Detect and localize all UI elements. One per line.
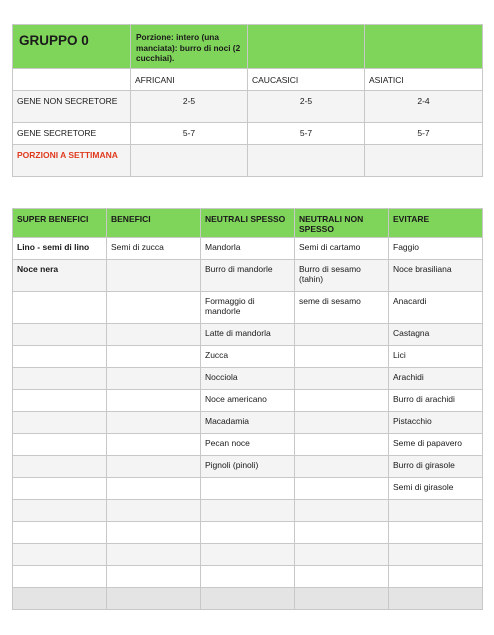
- food-cell: Formaggio di mandorle: [201, 292, 295, 324]
- value-cell: 5-7: [365, 123, 483, 145]
- food-cell: Faggio: [389, 238, 483, 260]
- header-benefici: BENEFICI: [107, 209, 201, 238]
- footer-cell: [13, 588, 107, 610]
- column-header-africani: AFRICANI: [131, 69, 248, 91]
- corner-cell: [13, 69, 131, 91]
- food-cell: [107, 260, 201, 292]
- food-cell: [107, 566, 201, 588]
- food-row: [13, 390, 483, 412]
- food-cell: Latte di mandorla: [201, 324, 295, 346]
- food-row: [13, 544, 483, 566]
- food-row: [13, 478, 483, 500]
- food-table: [12, 208, 483, 610]
- footer-cell: [295, 588, 389, 610]
- food-row: [13, 238, 483, 260]
- food-cell: [107, 456, 201, 478]
- food-cell: [389, 566, 483, 588]
- gene-secretore-row: [13, 123, 483, 145]
- food-cell: Mandorla: [201, 238, 295, 260]
- header-evitare: EVITARE: [389, 209, 483, 238]
- food-cell: Arachidi: [389, 368, 483, 390]
- group-title: GRUPPO 0: [19, 33, 89, 48]
- food-row: [13, 522, 483, 544]
- food-row: [13, 368, 483, 390]
- food-cell: [107, 544, 201, 566]
- food-cell: Burro di arachidi: [389, 390, 483, 412]
- food-row: [13, 346, 483, 368]
- food-cell: [295, 346, 389, 368]
- food-cell: [107, 522, 201, 544]
- food-cell: [107, 346, 201, 368]
- food-cell: [13, 456, 107, 478]
- food-cell: [107, 412, 201, 434]
- food-cell: [295, 544, 389, 566]
- value-cell: [365, 145, 483, 177]
- food-cell: [201, 544, 295, 566]
- food-cell: Pignoli (pinoli): [201, 456, 295, 478]
- population-header-row: [13, 69, 483, 91]
- group-table: [12, 24, 483, 177]
- food-cell: seme di sesamo: [295, 292, 389, 324]
- food-cell: [13, 324, 107, 346]
- food-cell: Pistacchio: [389, 412, 483, 434]
- value-cell: 2-4: [365, 91, 483, 123]
- value-cell: [131, 145, 248, 177]
- empty-header-cell: [248, 25, 365, 69]
- value-cell: [248, 145, 365, 177]
- food-cell: Anacardi: [389, 292, 483, 324]
- food-cell: [295, 368, 389, 390]
- footer-cell: [107, 588, 201, 610]
- food-cell: [295, 434, 389, 456]
- food-cell: Burro di mandorle: [201, 260, 295, 292]
- food-row: [13, 456, 483, 478]
- food-cell: [13, 522, 107, 544]
- food-cell: [107, 500, 201, 522]
- food-cell: Burro di sesamo (tahin): [295, 260, 389, 292]
- food-cell: [13, 500, 107, 522]
- food-cell: [295, 412, 389, 434]
- food-cell: [13, 478, 107, 500]
- food-cell: [107, 390, 201, 412]
- food-cell: [295, 566, 389, 588]
- header-neutrali-non-spesso: NEUTRALI NON SPESSO: [295, 209, 389, 238]
- row-label: PORZIONI A SETTIMANA: [13, 145, 131, 177]
- food-cell: [107, 478, 201, 500]
- food-cell: Burro di girasole: [389, 456, 483, 478]
- food-cell: [201, 500, 295, 522]
- footer-cell: [389, 588, 483, 610]
- food-cell: [107, 292, 201, 324]
- food-cell: [295, 522, 389, 544]
- food-cell: Seme di papavero: [389, 434, 483, 456]
- food-cell: [389, 500, 483, 522]
- empty-header-cell: [365, 25, 483, 69]
- food-cell: [201, 478, 295, 500]
- food-cell: Castagna: [389, 324, 483, 346]
- group-title-cell: [13, 25, 131, 69]
- header-super-benefici: SUPER BENEFICI: [13, 209, 107, 238]
- food-cell: Noce americano: [201, 390, 295, 412]
- column-header-asiatici: ASIATICI: [365, 69, 483, 91]
- food-row: [13, 260, 483, 292]
- food-cell: [13, 390, 107, 412]
- food-cell: [13, 434, 107, 456]
- value-cell: 2-5: [131, 91, 248, 123]
- food-row: [13, 412, 483, 434]
- value-cell: 5-7: [131, 123, 248, 145]
- food-cell: [13, 292, 107, 324]
- food-cell: [13, 544, 107, 566]
- porzioni-settimana-row: [13, 145, 483, 177]
- gene-non-secretore-row: [13, 91, 483, 123]
- food-cell: Lici: [389, 346, 483, 368]
- food-row: [13, 434, 483, 456]
- food-cell: [13, 566, 107, 588]
- food-footer-row: [13, 588, 483, 610]
- food-row: [13, 500, 483, 522]
- food-cell: [107, 324, 201, 346]
- food-cell: [295, 456, 389, 478]
- food-row: [13, 292, 483, 324]
- food-cell: Semi di cartamo: [295, 238, 389, 260]
- food-row: [13, 566, 483, 588]
- footer-cell: [201, 588, 295, 610]
- food-header-row: [13, 209, 483, 238]
- portion-cell: [131, 25, 248, 69]
- food-table-body: [13, 209, 483, 610]
- food-cell: [107, 434, 201, 456]
- row-label: GENE NON SECRETORE: [13, 91, 131, 123]
- food-cell: [389, 522, 483, 544]
- food-cell: Nocciola: [201, 368, 295, 390]
- food-cell: [13, 412, 107, 434]
- food-cell: [389, 544, 483, 566]
- food-cell: [295, 478, 389, 500]
- group-header-row: [13, 25, 483, 69]
- food-cell: [295, 390, 389, 412]
- food-cell: [201, 566, 295, 588]
- food-cell: Lino - semi di lino: [13, 238, 107, 260]
- food-cell: [13, 368, 107, 390]
- food-cell: Pecan noce: [201, 434, 295, 456]
- food-cell: [295, 324, 389, 346]
- food-cell: Semi di girasole: [389, 478, 483, 500]
- food-cell: [295, 500, 389, 522]
- value-cell: 2-5: [248, 91, 365, 123]
- food-row: [13, 324, 483, 346]
- food-cell: Semi di zucca: [107, 238, 201, 260]
- food-cell: Noce nera: [13, 260, 107, 292]
- value-cell: 5-7: [248, 123, 365, 145]
- food-cell: [107, 368, 201, 390]
- food-cell: [201, 522, 295, 544]
- column-header-caucasici: CAUCASICI: [248, 69, 365, 91]
- food-cell: Noce brasiliana: [389, 260, 483, 292]
- food-cell: Macadamia: [201, 412, 295, 434]
- food-cell: [13, 346, 107, 368]
- row-label: GENE SECRETORE: [13, 123, 131, 145]
- portion-text: Porzione: intero (una manciata): burro di noci (2 cucchiai).: [136, 32, 241, 63]
- food-cell: Zucca: [201, 346, 295, 368]
- header-neutrali-spesso: NEUTRALI SPESSO: [201, 209, 295, 238]
